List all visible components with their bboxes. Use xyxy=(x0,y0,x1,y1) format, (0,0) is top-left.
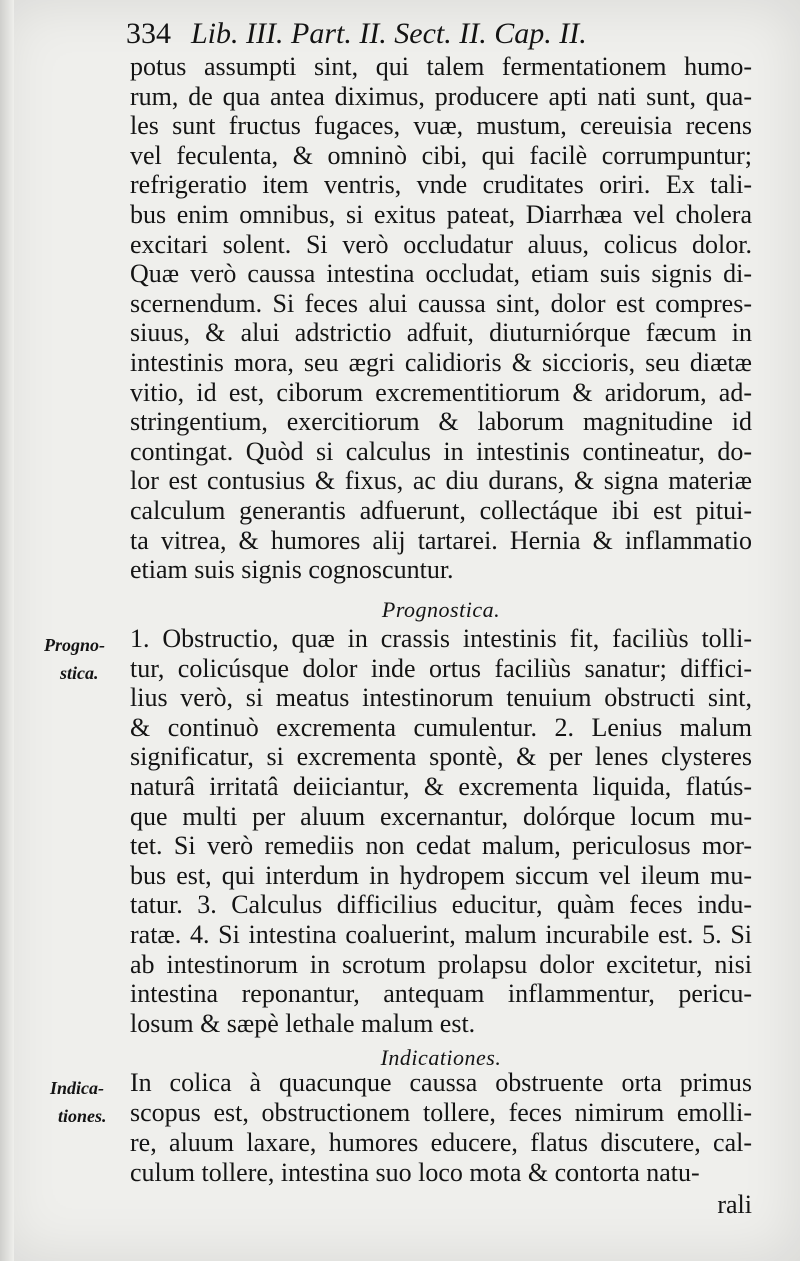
page-gutter xyxy=(0,0,14,1261)
section-heading-indicationes: Indicationes. xyxy=(380,1045,502,1070)
text-line: tur, colicúsque dolor inde ortus faciliùs sanatur; diffici- xyxy=(130,653,752,683)
text-line: Quæ verò caussa intestina occludat, etiam suis signis di- xyxy=(130,259,752,289)
text-line: losum & sæpè lethale malum est. xyxy=(130,1008,476,1038)
text-line: bus enim omnibus, si exitus pateat, Diarrhæa vel cholera xyxy=(130,200,752,229)
text-line: vel feculenta, & omninò cibi, qui facilè corrumpuntur; xyxy=(130,140,752,170)
text-line: intestinis mora, seu ægri calidioris & siccioris, seu diætæ xyxy=(130,348,752,377)
page-number: 334 xyxy=(126,17,171,50)
text-line: lor est contusius & fixus, ac diu durans, & signa materiæ xyxy=(130,466,752,496)
text-line: rum, de qua antea diximus, producere apti nati sunt, qua- xyxy=(130,81,752,111)
text-line: ab intestinorum in scrotum prolapsu dolor excitetur, nisi xyxy=(130,949,752,979)
text-line: significatur, si excrementa spontè, & per lenes clysteres xyxy=(130,742,752,772)
text-line: scernendum. Si feces alui caussa sint, dolor est compres- xyxy=(130,288,752,318)
text-line: tatur. 3. Calculus difficilius educitur, quàm feces indu- xyxy=(130,890,752,920)
running-head: Lib. III. Part. II. Sect. II. Cap. II. xyxy=(191,17,587,50)
text-line: re, aluum laxare, humores educere, flatus discutere, cal- xyxy=(130,1128,752,1157)
text-line: ta vitrea, & humores alij tartarei. Hernia & inflammatio xyxy=(130,525,752,555)
text-line: scopus est, obstructionem tollere, feces nimirum emolli- xyxy=(130,1098,752,1127)
catchword: rali xyxy=(717,1190,752,1219)
text-line: potus assumpti sint, qui talem fermentationem humo- xyxy=(130,52,752,81)
page-header xyxy=(126,14,766,54)
text-line: siuus, & alui adstrictio adfuit, diuturniórque fæcum in xyxy=(130,318,752,348)
text-line: contingat. Quòd si calculus in intestinis contineatur, do- xyxy=(130,436,752,466)
text-line: excitari solent. Si verò occludatur aluus, colicus dolor. xyxy=(130,229,752,259)
margin-note-prognostica-1: Progno- xyxy=(44,635,106,655)
text-line: & continuò excrementa cumulentur. 2. Lenius malum xyxy=(130,712,752,742)
text-line: etiam suis signis cognoscuntur. xyxy=(130,555,454,585)
text-line: lius verò, si meatus intestinorum tenuium obstructi sint, xyxy=(130,683,752,713)
margin-note-prognostica-2: stica. xyxy=(60,663,99,683)
margin-note-indicationes-1: Indica- xyxy=(50,1078,104,1098)
text-line: les sunt fructus fugaces, vuæ, mustum, cereuisia recens xyxy=(130,111,752,141)
text-line: que multi per aluum excernantur, dolórque locum mu- xyxy=(130,801,752,831)
text-line: intestina reponantur, antequam inflammentur, pericu- xyxy=(130,979,752,1009)
text-line: stringentium, exercitiorum & laborum magnitudine id xyxy=(130,407,752,437)
text-line: In colica à quacunque caussa obstruente orta primus xyxy=(130,1068,752,1097)
text-line: vitio, id est, ciborum excrementitiorum & aridorum, ad- xyxy=(130,377,752,407)
text-line: 1. Obstructio, quæ in crassis intestinis fit, faciliùs tolli- xyxy=(130,624,752,653)
section-heading-prognostica: Prognostica. xyxy=(381,597,501,622)
text-line: calculum generantis adfuerunt, collectáque ibi est pitui- xyxy=(130,496,752,525)
text-line: bus est, qui interdum in hydropem siccum vel ileum mu- xyxy=(130,860,752,890)
text-line: naturâ irritatâ deiiciantur, & excrementa liquida, flatús- xyxy=(130,772,752,801)
text-line: ratæ. 4. Si intestina coaluerint, malum incurabile est. 5. Si xyxy=(130,920,752,949)
text-line: culum tollere, intestina suo loco mota & contorta natu- xyxy=(130,1158,700,1187)
margin-note-indicationes-2: tiones. xyxy=(58,1106,107,1126)
text-line: tet. Si verò remediis non cedat malum, periculosus mor- xyxy=(130,831,752,861)
text-line: refrigeratio item ventris, vnde cruditates oriri. Ex tali- xyxy=(130,170,752,200)
